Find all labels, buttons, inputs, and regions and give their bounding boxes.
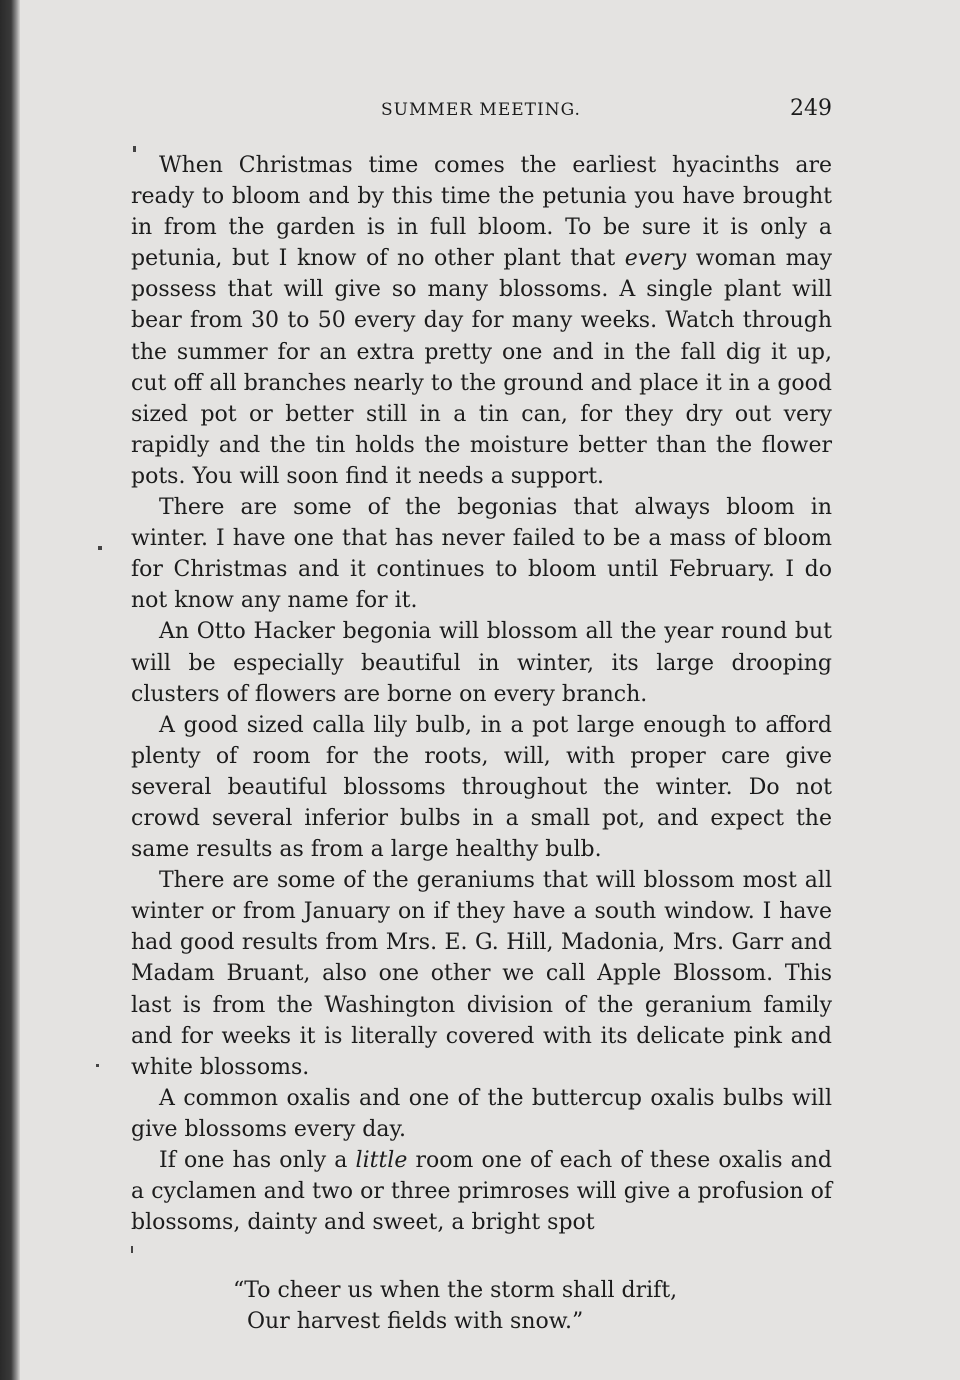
print-speck: [96, 1064, 99, 1067]
body-text: [131, 150, 832, 1238]
page-binding-edge: [0, 0, 20, 1380]
verse-line: Our harvest fields with snow.”: [247, 1309, 584, 1334]
paragraph-petunia: [131, 150, 832, 492]
paragraph-little-room: [131, 1145, 832, 1238]
paragraph-oxalis: A common oxalis and one of the buttercup oxalis bulbs will give blossoms every day.: [131, 1085, 832, 1142]
paragraph-calla-lily: A good sized calla lily bulb, in a pot large enough to afford plenty of room for the roots, will, with proper care give several beautiful blossoms throughout the winter. Do not crowd several inferior bulbs in a small pot, and expect the same results as from a large healthy bulb.: [131, 712, 832, 863]
paragraph-text: When Christmas time comes the earliest hyacinths are ready to bloom and by this time the petunia you have brought in from the garden is in full bloom. To be sure it is only a petunia, but I know of no other plant that: [131, 153, 832, 272]
paragraph-otto-hacker-begonia: An Otto Hacker begonia will blossom all the year round but will be especially beautiful in winter, its large drooping clusters of flowers are borne on every branch.: [131, 619, 832, 707]
paragraph-text: If one has only a: [159, 1148, 356, 1173]
page-header: [130, 96, 832, 130]
emphasized-word: every: [624, 246, 687, 272]
paragraph-geraniums: There are some of the geraniums that will blossom most all winter or from January on if they have a south window. I have had good results from Mrs. E. G. Hill, Madonia, Mrs. Garr and Madam Bruant, also one other we call Apple Blossom. This last is from the Washington division of the geranium family and for weeks it is literally covered with its delicate pink and white blossoms.: [131, 868, 832, 1080]
emphasized-word: little: [355, 1148, 408, 1173]
running-title: SUMMER MEETING.: [381, 100, 581, 120]
verse-line: “To cheer us when the storm shall drift,: [233, 1278, 678, 1303]
print-speck: [98, 546, 102, 550]
paragraph-begonias: There are some of the begonias that always bloom in winter. I have one that has never failed to be a mass of bloom for Christmas and it continues to bloom until February. I do not know any name for it.: [131, 495, 832, 614]
paragraph-text: room one of each of these oxalis and a cyclamen and two or three primroses will give a profusion of blossoms, dainty and sweet, a bright spot: [131, 1148, 832, 1236]
page-number: 249: [790, 96, 832, 121]
verse-quotation: [233, 1275, 677, 1337]
print-speck: [131, 1246, 133, 1253]
paragraph-text: woman may possess that will give so many blossoms. A single plant will bear from 30 to 50 every day for many weeks. Watch through the summer for an extra pretty one and in the fall dig it up, cut off all branches nearly to the ground and place it in a good sized pot or better still in a tin can, for they dry out very rapidly and the tin holds the moisture better than the flower pots. You will soon find it needs a support.: [131, 246, 833, 489]
